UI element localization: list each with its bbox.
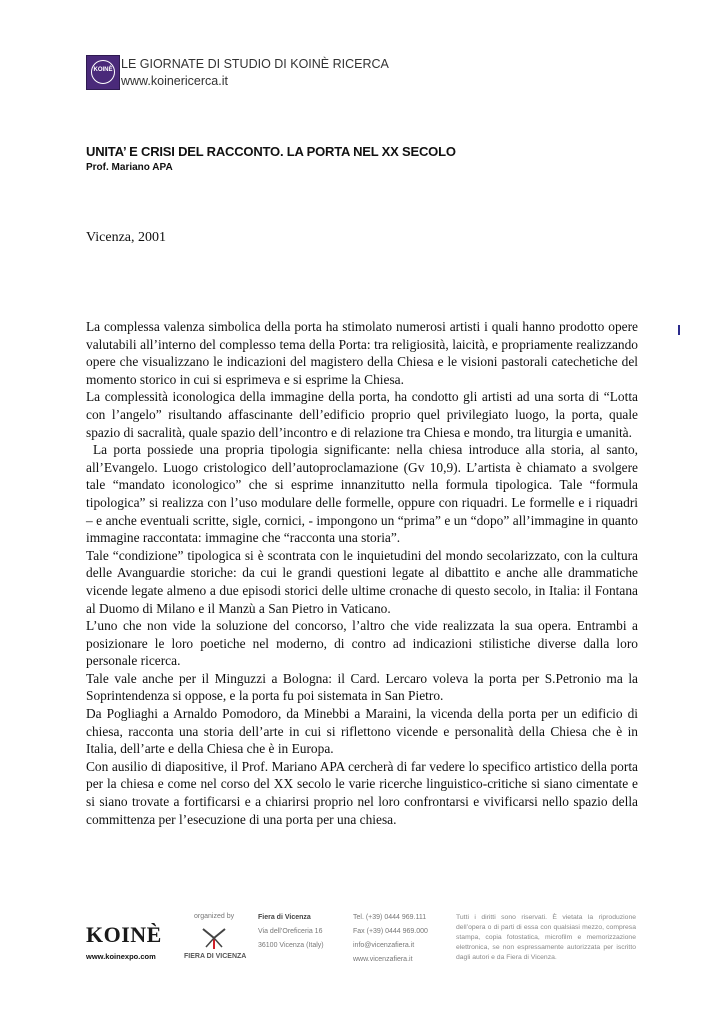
contact-website[interactable]: www.vicenzafiera.it	[353, 956, 413, 963]
organized-by-label: organized by	[194, 913, 235, 920]
paragraph: Da Pogliaghi a Arnaldo Pomodoro, da Minebbi a Maraini, la vicenda della porta per un edificio di chiesa, racconta una storia dell’arte in cui si riflettono vicende e personalità della Chiesa che è in Italia, dell’arte e della Chiesa che è in Europa.	[86, 706, 638, 757]
body-text	[86, 318, 638, 828]
paragraph: La complessa valenza simbolica della porta ha stimolato numerosi artisti i quali hanno prodotto opere valutabili all’interno del complesso tema della Porta: tra religiosità, laicità, e propriamente realizzando opere che visualizzano le indicazioni del magistero della Chiesa e le visioni pastorali catechetiche del momento storico in cui si esprimeva e si esprime la Chiesa.	[86, 319, 638, 387]
paragraph: La complessità iconologica della immagine della porta, ha condotto gli artisti ad una sorta di “Lotta con l’angelo” risultando affascinante dell’edificio proprio quel privilegiato luogo, la porta, quale spazio di sacralità, quale spazio dell’incontro e di relazione tra Chiesa e mondo, tra liturgia e umanità.	[86, 389, 638, 440]
paragraph: La porta possiede una propria tipologia significante: nella chiesa introduce alla storia, al santo, all’Evangelo. Luogo cristologico dell’autoproclamazione (Gv 10,9). L’artista è chiamato a svolgere tale “mandato iconologico” che si esprime innanzitutto nella formula tipologica. Tale “formula tipologica” si realizza con l’uso modulare delle formelle, oppure con riquadri. Le formelle e i riquadri – e anche eventuali scritte, sigle, cornici, - impongono un “prima” e un “dopo” all’immagine in quanto immagine raccontata: immagine che “racconta una storia”.	[86, 442, 638, 546]
koine-logo	[86, 55, 120, 90]
header-title: LE GIORNATE DI STUDIO DI KOINÈ RICERCA	[121, 57, 389, 71]
document-author: Prof. Mariano APA	[86, 162, 173, 173]
address-line: Fiera di Vicenza	[258, 914, 311, 921]
paragraph: Tale vale anche per il Minguzzi a Bologna: il Card. Lercaro voleva la porta per S.Petronio ma la Soprintendenza si oppose, e la porta fu poi sistemata in San Pietro.	[86, 670, 638, 704]
fiera-di-vicenza-label: FIERA DI VICENZA	[184, 953, 247, 960]
address-line: 36100 Vicenza (Italy)	[258, 942, 324, 949]
footer-koine-url[interactable]: www.koinexpo.com	[86, 952, 156, 961]
paragraph: L’uno che non vide la soluzione del concorso, l’altro che vide realizzata la sua opera. Entrambi a posizionare le loro poetiche nel moderno, di contro ad indicazioni stilistiche diverse dalla loro personale ricerca.	[86, 618, 638, 669]
rights-notice: Tutti i diritti sono riservati. È vietata la riproduzione dell’opera o di parti di essa con qualsiasi mezzo, compresa stampa, copia fotostatica, microfilm e memorizzazione elettronica, se non espressamente autorizzata per iscritto dagli autori e da Fiera di Vicenza.	[456, 914, 636, 961]
footer-address	[258, 911, 324, 953]
paragraph: Tale “condizione” tipologica si è scontrata con le inquietudini del mondo secolarizzato, con la cultura delle Avanguardie storiche: da cui le grandi questioni legate al dibattito e anche alle drammatiche vicende legate almeno a due episodi storici delle ultime cronache di questo secolo, in Italia: il Fontana al Duomo di Milano e il Manzù a San Pietro in Vaticano.	[86, 547, 638, 616]
place-date: Vicenza, 2001	[86, 230, 167, 245]
address-line: Via dell’Oreficeria 16	[258, 928, 323, 935]
contact-phone: Tel. (+39) 0444 969.111	[353, 914, 427, 921]
header-text	[121, 56, 389, 90]
page-footer	[0, 905, 724, 975]
footer-koine-logo: KOINÈ	[86, 922, 162, 947]
koine-logo-text: KOINÈ	[93, 67, 113, 73]
document-title: UNITA’ E CRISI DEL RACCONTO. LA PORTA NEL XX SECOLO	[86, 144, 456, 159]
footer-contacts	[353, 911, 428, 967]
margin-mark	[678, 325, 680, 335]
fiera-di-vicenza-logo-icon	[199, 925, 229, 951]
header-url[interactable]: www.koinericerca.it	[121, 74, 228, 88]
paragraph: Con ausilio di diapositive, il Prof. Mariano APA cercherà di far vedere lo specifico artistico della porta per la chiesa e come nel corso del XX secolo le varie ricerche linguistico-critiche si siano cimentate e si siano trovate a fortificarsi e a chiarirsi proprio nel loro confrontarsi e vivificarsi nello spazio della committenza per l’esecuzione di una porta per una chiesa.	[86, 758, 638, 827]
contact-fax: Fax (+39) 0444 969.000	[353, 928, 428, 935]
contact-email[interactable]: info@vicenzafiera.it	[353, 942, 415, 949]
